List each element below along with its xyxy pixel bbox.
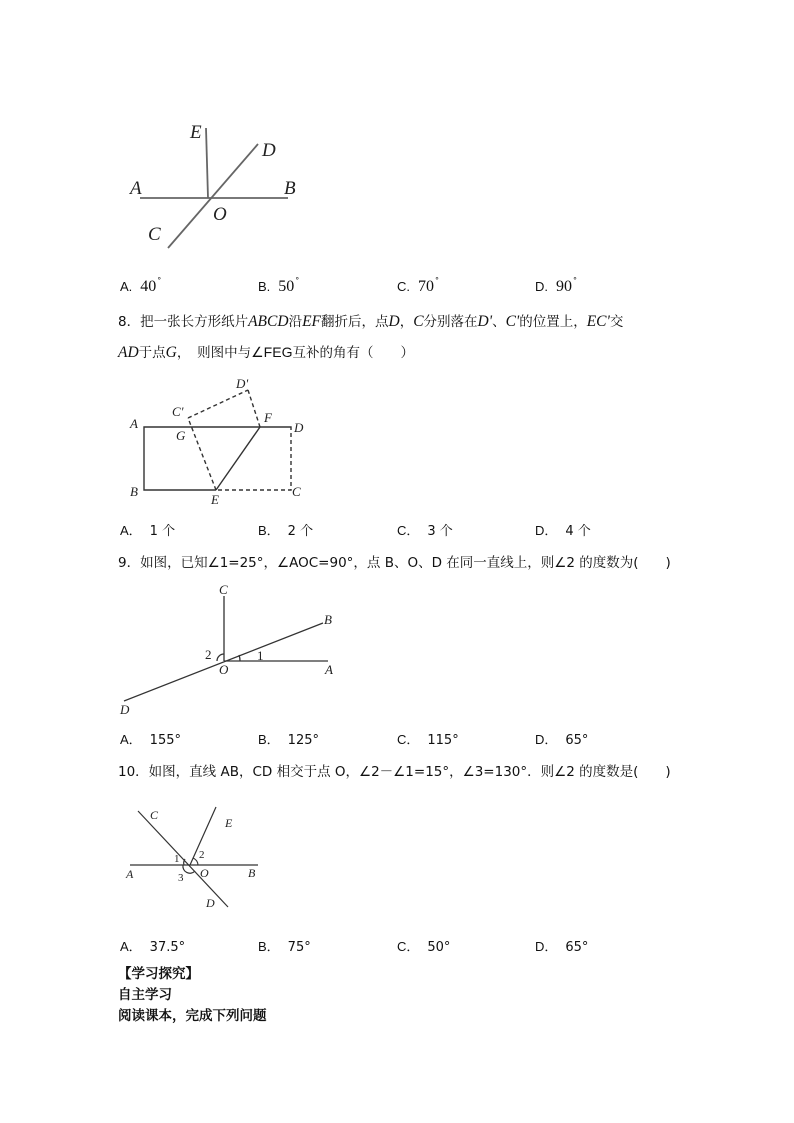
- q9-option-b[interactable]: B． 125°: [258, 732, 319, 748]
- q10-text: 10．如图，直线 AB，CD 相交于点 O，∠2－∠1=15°，∠3=130°．则∠2 的度数是( ): [118, 764, 671, 780]
- q9-label-d: D: [120, 702, 130, 717]
- q9-option-c[interactable]: C． 115°: [397, 732, 459, 748]
- q10-option-d[interactable]: D． 65°: [535, 939, 589, 955]
- q7-option-a[interactable]: A. 40°: [120, 276, 162, 295]
- q9-label-o: O: [219, 662, 229, 677]
- q9-label-c: C: [219, 582, 228, 597]
- q7-label-c: C: [148, 224, 161, 245]
- q8-line-ec: [188, 418, 216, 490]
- q8-label-c: C: [292, 484, 301, 499]
- q8-figure: [118, 370, 338, 510]
- q7-label-d: D: [262, 140, 276, 161]
- q8-label-dprime: D': [236, 376, 249, 391]
- q10-figure: [118, 795, 298, 925]
- q10-label-o: O: [200, 866, 209, 880]
- q8-label-cprime: C': [172, 404, 184, 419]
- q9-text: 9．如图，已知∠1=25°，∠AOC=90°，点 B、O、D 在同一直线上，则∠2 的度数为( ): [118, 555, 671, 571]
- q9-label-2: 2: [205, 647, 212, 662]
- section-instruction: 阅读课本，完成下列问题: [118, 1008, 267, 1024]
- q10-arc-2: [193, 858, 198, 865]
- q8-line-cd-prime: [188, 390, 248, 418]
- q8-option-c[interactable]: C． 3 个: [397, 523, 453, 539]
- q9-arc-2: [217, 654, 224, 661]
- q10-label-b: B: [248, 866, 256, 880]
- q8-line-dprime-f: [248, 390, 260, 427]
- q10-label-2: 2: [199, 849, 205, 861]
- q7-figure: [118, 110, 318, 260]
- q8-text-line1: 8．把一张长方形纸片ABCD沿EF翻折后，点D，C分别落在D'、C'的位置上，EC'交: [118, 313, 624, 330]
- q10-label-d: D: [206, 896, 215, 910]
- q9-option-d[interactable]: D． 65°: [535, 732, 589, 748]
- q8-label-g: G: [176, 428, 186, 443]
- q8-label-e: E: [211, 492, 219, 507]
- q8-text-line2: AD于点G， 则图中与∠FEG互补的角有（ ）: [118, 344, 414, 361]
- q10-label-c: C: [150, 808, 159, 822]
- q8-line-ef: [216, 427, 260, 490]
- q10-option-b[interactable]: B． 75°: [258, 939, 311, 955]
- q9-label-1: 1: [257, 648, 264, 663]
- q10-option-a[interactable]: A． 37.5°: [120, 939, 186, 955]
- q7-label-b: B: [284, 178, 296, 199]
- q7-label-e: E: [190, 122, 202, 143]
- q10-arc-1: [184, 859, 185, 865]
- q10-label-1: 1: [174, 853, 180, 865]
- q10-line-cd: [138, 811, 228, 907]
- q10-label-a: A: [126, 867, 134, 881]
- q10-label-e: E: [225, 816, 233, 830]
- q8-label-b: B: [130, 484, 138, 499]
- q7-option-c[interactable]: C. 70°: [397, 276, 439, 295]
- section-subheading: 自主学习: [118, 987, 172, 1003]
- q9-figure: [118, 578, 358, 718]
- q8-label-f: F: [264, 410, 272, 425]
- q7-option-b[interactable]: B. 50°: [258, 276, 300, 295]
- q8-label-d: D: [294, 420, 304, 435]
- q7-option-d[interactable]: D. 90°: [535, 276, 577, 295]
- q7-label-o: O: [213, 204, 227, 225]
- q8-label-a: A: [130, 416, 138, 431]
- q7-line-cd: [168, 144, 258, 248]
- q9-label-a: A: [325, 662, 333, 677]
- q8-option-a[interactable]: A． 1 个: [120, 523, 176, 539]
- q8-option-d[interactable]: D． 4 个: [535, 523, 591, 539]
- q8-option-b[interactable]: B． 2 个: [258, 523, 314, 539]
- section-heading: 【学习探究】: [118, 966, 199, 982]
- q9-option-a[interactable]: A． 155°: [120, 732, 181, 748]
- q8-rect-solid: [144, 427, 290, 490]
- q10-option-c[interactable]: C． 50°: [397, 939, 451, 955]
- q10-label-3: 3: [178, 872, 184, 884]
- q7-label-a: A: [130, 178, 142, 199]
- q9-arc-1: [239, 655, 240, 661]
- q9-label-b: B: [324, 612, 332, 627]
- q7-line-oe: [206, 128, 208, 198]
